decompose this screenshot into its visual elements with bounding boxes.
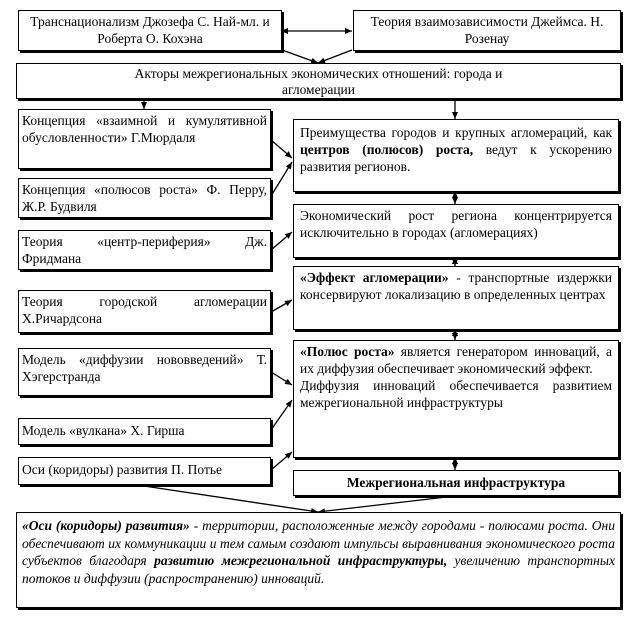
bottom-text-2: увеличению транспортных потоков и диффузии (распространению) инноваций. <box>22 553 615 586</box>
left-box-myrdal-text: Концепция «взаимной и кумулятивной обусловленности» Г.Мюрдаля <box>22 113 267 145</box>
right-box-infrastructure <box>293 470 619 496</box>
bottom-box-corridors <box>16 512 621 608</box>
top-left-text: Транснационализм Джозефа С. Най-мл. и Роберта О. Кохэна <box>30 14 270 46</box>
left-box-hagerstrand-text: Модель «диффузии нововведений» Т. Хэгерстранда <box>22 352 267 384</box>
arrow-myrdal <box>271 140 292 158</box>
right-box-pole <box>293 340 619 458</box>
advantages-post: ведут к ускорению развития регионов. <box>300 142 612 174</box>
arrow-hirsch <box>271 400 292 430</box>
arrow-topleft-actors <box>282 50 318 63</box>
right-box-agglomeration <box>293 266 619 330</box>
left-box-pottier <box>18 457 271 485</box>
infrastructure-text: Межрегиональная инфраструктура <box>346 475 566 490</box>
arrow-perroux <box>271 162 292 196</box>
actors-text: Акторы межрегиональных экономических отношений: города и агломерации <box>134 66 503 97</box>
left-box-hirsch <box>18 418 271 445</box>
left-box-pottier-text: Оси (коридоры) развития П. Потье <box>22 462 222 477</box>
arrow-infra-bottom <box>318 496 455 512</box>
growth-text: Экономический рост региона концентрируется исключительно в городах (агломерациях) <box>300 208 612 240</box>
agglomeration-post: - транспортные издержки консервируют локализацию в определенных центрах <box>300 270 612 302</box>
arrow-hagerstrand <box>271 372 292 385</box>
advantages-bold: центров (полюсов) роста, <box>300 142 474 157</box>
left-box-perroux-text: Концепция «полюсов роста» Ф. Перру, Ж.Р. Будвиля <box>22 182 267 214</box>
agglomeration-bold: «Эффект агломерации» <box>300 270 449 285</box>
arrow-pottier <box>271 452 292 470</box>
pole-bold: «Полюс роста» <box>300 344 395 359</box>
left-box-perroux <box>18 178 271 218</box>
advantages-pre: Преимущества городов и крупных агломераций, как <box>300 125 612 140</box>
bottom-text-1: - территории, расположенные между городами - полюсами роста. Они обеспечивают их коммуникации и тем самым создают импульсы выравнивания экономического роста субъектов благодаря <box>22 518 615 568</box>
arrow-richardson <box>271 300 292 312</box>
left-box-richardson-text: Теория городской агломерации Х.Ричардсона <box>22 294 267 326</box>
left-box-hirsch-text: Модель «вулкана» Х. Гирша <box>22 423 185 438</box>
actors-box <box>16 63 621 99</box>
left-box-myrdal <box>18 109 271 169</box>
arrow-left-bottom <box>144 486 318 512</box>
bottom-bold-2: развитию межрегиональной инфраструктуры, <box>154 553 448 568</box>
left-box-friedmann <box>18 230 271 270</box>
left-box-friedmann-text: Теория «центр-периферия» Дж. Фридмана <box>22 234 267 266</box>
bottom-bold-1: «Оси (коридоры) развития» <box>22 518 190 533</box>
left-box-richardson <box>18 290 271 333</box>
pole-post: является генератором инноваций, а их диффузия обеспечивает экономический эффект. <box>300 344 612 376</box>
top-left-box <box>18 10 282 51</box>
arrow-friedmann <box>271 232 292 250</box>
right-box-growth <box>293 204 619 258</box>
right-box-advantages <box>293 119 619 192</box>
top-right-text: Теория взаимозависимости Джеймса. Н. Розенау <box>370 14 604 46</box>
top-right-box <box>353 10 621 51</box>
pole-line2: Диффузия инноваций обеспечивается развитием межрегиональной инфраструктуры <box>300 378 612 410</box>
left-box-hagerstrand <box>18 348 271 396</box>
arrow-topright-actors <box>318 50 352 63</box>
